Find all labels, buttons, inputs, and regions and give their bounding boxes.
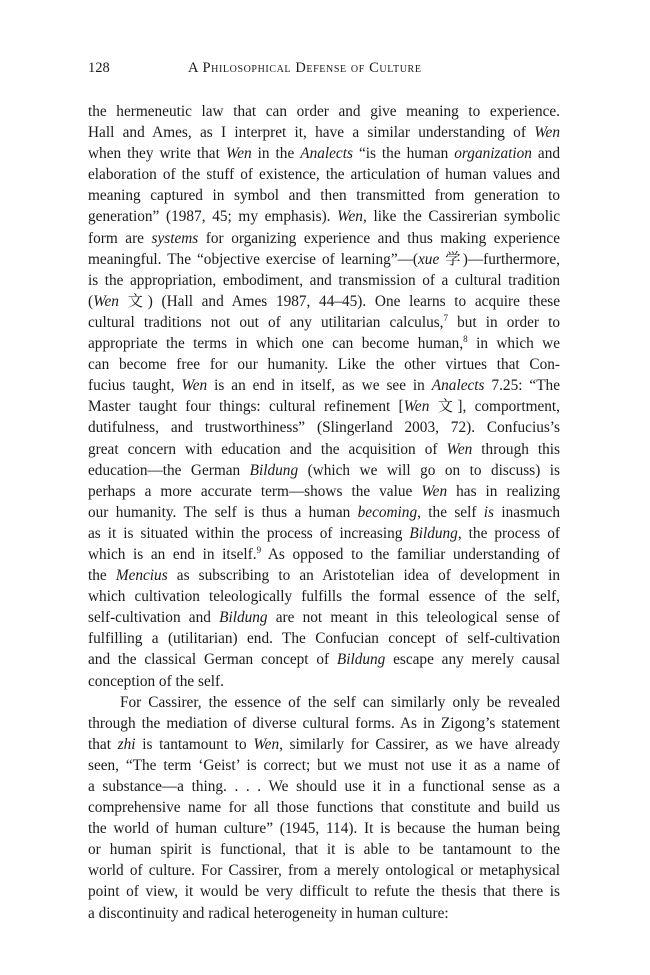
text-line: that zhi is tantamount to Wen, similarly for Cassirer, as we have already	[88, 735, 561, 753]
text-line: seen, “The term ‘Geist’ is correct; but we must not use it as a name of	[88, 756, 560, 774]
text-line: perhaps a more accurate term—shows the value Wen has in realizing	[88, 482, 560, 500]
text-line: For Cassirer, the essence of the self can similarly only be revealed	[120, 693, 560, 711]
text-line: as it is situated within the process of increasing Bildung, the process of	[88, 524, 561, 542]
text-line: education—the German Bildung (which we will go on to discuss) is	[88, 461, 560, 479]
text-line: Hall and Ames, as I interpret it, have a similar understanding of Wen	[88, 124, 560, 142]
text-line: cultural traditions not out of any utilitarian calculus,$^7$ but in order to	[88, 312, 560, 331]
running-head	[88, 60, 560, 82]
text-line: our humanity. The self is thus a human becoming, the self is inasmuch	[88, 503, 560, 521]
text-line: fulfilling a (utilitarian) end. The Confucian concept of self-cultivation	[88, 630, 560, 648]
text-line: self-cultivation and Bildung are not meant in this teleological sense of	[88, 609, 561, 627]
text-line: point of view, it would be very difficult to refute the thesis that there is	[88, 883, 560, 901]
text-line: through the mediation of diverse cultural forms. As in Zigong’s statement	[88, 714, 560, 732]
text-line: fucius taught, Wen is an end in itself, as we see in Analects 7.25: “The	[88, 377, 560, 395]
text-line: the world of human culture” (1945, 114). It is because the human being	[88, 820, 560, 838]
text-line: great concern with education and the acquisition of Wen through this	[88, 440, 561, 458]
text-line: dutifulness, and trustworthiness” (Slingerland 2003, 72). Confucius’s	[88, 419, 560, 437]
text-line: the hermeneutic law that can order and give meaning to experience.	[88, 103, 560, 120]
text-line: (Wen 文) (Hall and Ames 1987, 44–45). One learns to acquire these	[88, 292, 560, 310]
text-line: the Mencius as subscribing to an Aristotelian idea of development in	[88, 567, 560, 585]
text-line: is the appropriation, embodiment, and transmission of a cultural tradition	[88, 271, 560, 289]
text-line: elaboration of the stuff of existence, the articulation of human values and	[88, 166, 560, 184]
text-line: or human spirit is functional, that it is able to be tantamount to the	[88, 841, 560, 859]
text-line: a substance—a thing. . . . We should use it in a functional sense as a	[88, 778, 560, 795]
body-text	[88, 101, 560, 924]
text-line: world of culture. For Cassirer, from a merely ontological or metaphysical	[88, 862, 560, 880]
text-line: a discontinuity and radical heterogeneity in human culture:	[88, 904, 449, 922]
book-title: A Philosophical Defense of Culture	[188, 60, 422, 76]
text-line: meaningful. The “objective exercise of learning”—(xue 学)—furthermore,	[88, 250, 560, 268]
page-number: 128	[88, 60, 110, 76]
text-line: which is an end in itself.$^9$ As opposed to the familiar understanding of	[88, 544, 560, 563]
text-line: Master taught four things: cultural refinement [Wen 文], comportment,	[88, 398, 560, 416]
text-line: meaning captured in symbol and then transmitted from generation to	[88, 187, 560, 205]
text-line: which cultivation teleologically fulfills the formal essence of the self,	[88, 588, 560, 606]
text-line: form are systems for organizing experience and thus making experience	[88, 229, 561, 247]
text-line: when they write that Wen in the Analects “is the human organization and	[88, 145, 560, 163]
text-line: conception of the self.	[88, 672, 224, 690]
text-line: appropriate the terms in which one can become human,$^8$ in which we	[88, 333, 560, 353]
text-line: can become free for our humanity. Like the other virtues that Con-	[88, 356, 560, 374]
text-line: comprehensive name for all those functions that constitute and build us	[88, 799, 560, 817]
text-line: generation” (1987, 45; my emphasis). Wen, like the Cassirerian symbolic	[88, 208, 560, 226]
text-line: and the classical German concept of Bildung escape any merely causal	[88, 651, 560, 669]
